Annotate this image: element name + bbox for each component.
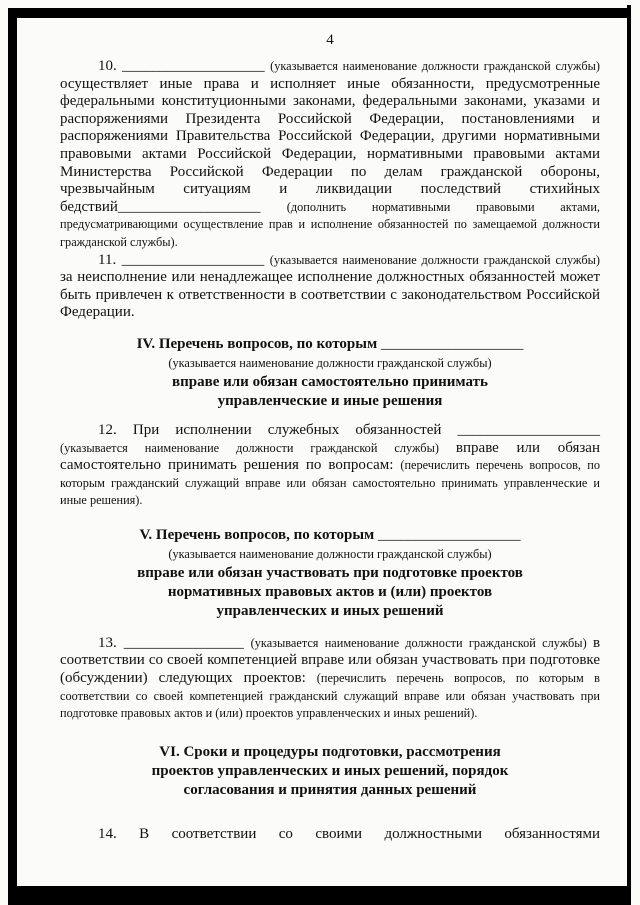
text-segment: ___________________ <box>380 335 524 352</box>
para-12 <box>60 422 600 510</box>
heading-line <box>60 373 600 392</box>
heading-line <box>60 781 600 800</box>
scan-edge-top <box>12 8 628 18</box>
text-segment: вправе или обязан самостоятельно принимать <box>172 373 488 390</box>
text-segment: управленческие и иные решения <box>217 392 443 409</box>
para-10 <box>60 58 600 252</box>
document-page <box>60 32 600 843</box>
text-segment: 14. В соответствии со своими должностными обязанностями <box>98 825 600 842</box>
text-segment: ___________________ <box>457 421 600 438</box>
text-segment: ________________ <box>123 634 251 651</box>
text-segment: согласования и принятия данных решений <box>183 781 477 798</box>
scan-edge-left <box>8 8 17 905</box>
text-segment: вправе или обязан самостоятельно принимать решения по вопросам: <box>60 439 600 474</box>
text-segment: ___________________ <box>122 58 271 74</box>
heading-line <box>60 545 600 564</box>
text-segment: управленческих и иных решений <box>216 602 444 619</box>
scan-edge-bottom <box>8 886 630 905</box>
text-segment: вправе или обязан участвовать при подготовке проектов <box>137 564 523 581</box>
text-segment: 10. <box>98 58 123 74</box>
text-segment: нормативных правовых актов и (или) проектов <box>167 583 493 600</box>
heading-line <box>60 392 600 411</box>
text-segment: (перечислить перечень вопросов, по которым в соответствии со своей компетенцией гражданский служащий вправе или обязан участвовать при подготовке правовых актов и (или) проектов управленческих и иных решений). <box>60 671 600 721</box>
text-segment: за неисполнение или ненадлежащее исполнение должностных обязанностей может быть привлечен к ответственности в соответствии с законодательством Российской Федерации. <box>60 269 600 321</box>
text-segment: (перечислить перечень вопросов, по которым гражданский служащий вправе или обязан самостоятельно принимать управленческие и иные решения). <box>60 458 600 508</box>
text-segment: проектов управленческих и иных решений, порядок <box>151 762 509 779</box>
text-segment: 13. <box>98 634 124 651</box>
text-segment: в соответствии со своей компетенцией вправе или обязан участвовать при подготовке (обсуждении) следующих проектов: <box>60 634 601 687</box>
heading-line <box>60 743 600 762</box>
text-segment: V. Перечень вопросов, по которым <box>139 526 378 543</box>
section-iv-heading <box>60 335 600 411</box>
text-segment: ___________________ <box>121 251 270 268</box>
text-segment: (указывается наименование должности гражданской службы) <box>168 546 492 561</box>
text-segment: 11. <box>98 251 122 268</box>
heading-line <box>60 564 600 583</box>
scan-edge-right <box>627 5 631 905</box>
heading-line <box>60 583 600 602</box>
para-11 <box>60 252 600 322</box>
text-segment: (указывается наименование должности гражданской службы) <box>270 59 601 73</box>
text-segment: ___________________ <box>117 198 287 215</box>
text-segment: (указывается наименование должности гражданской службы) <box>269 252 600 267</box>
para-13 <box>60 635 600 723</box>
document-blocks <box>60 58 600 843</box>
heading-line <box>60 526 600 545</box>
heading-line <box>60 354 600 373</box>
heading-line <box>60 335 600 354</box>
text-segment: (указывается наименование должности гражданской службы) <box>168 355 492 370</box>
text-segment: (дополнить нормативными правовыми актами, предусматривающими осуществление прав и исполнение обязанностей по замещаемой должности гражданской службы). <box>60 199 600 249</box>
text-segment: VI. Сроки и процедуры подготовки, рассмотрения <box>159 743 501 760</box>
section-vi-heading <box>60 743 600 800</box>
text-segment: (указывается наименование должности гражданской службы) <box>60 440 456 455</box>
heading-line <box>60 762 600 781</box>
text-segment: 12. При исполнении служебных обязанностей <box>98 421 458 438</box>
para-14 <box>60 826 600 844</box>
text-segment: IV. Перечень вопросов, по которым <box>136 335 381 352</box>
text-segment: осуществляет иные права и исполняет иные обязанности, предусмотренные федеральными конституционными законами, федеральными законами, указами и распоряжениями Президента Российской Федерации, постановлениями и распоряжениями Правительства Российской Федерации, другими нормативными правовыми актами Российской Федерации, нормативными правовыми актами Министерства Российской Федерации по делам гражданской обороны, чрезвычайным ситуациям и ликвидации последствий стихийных бедствий <box>60 75 600 215</box>
heading-line <box>60 602 600 621</box>
text-segment: (указывается наименование должности гражданской службы) <box>250 635 593 650</box>
section-v-heading <box>60 526 600 621</box>
page-number: 4 <box>326 32 334 48</box>
text-segment: ___________________ <box>378 526 521 543</box>
